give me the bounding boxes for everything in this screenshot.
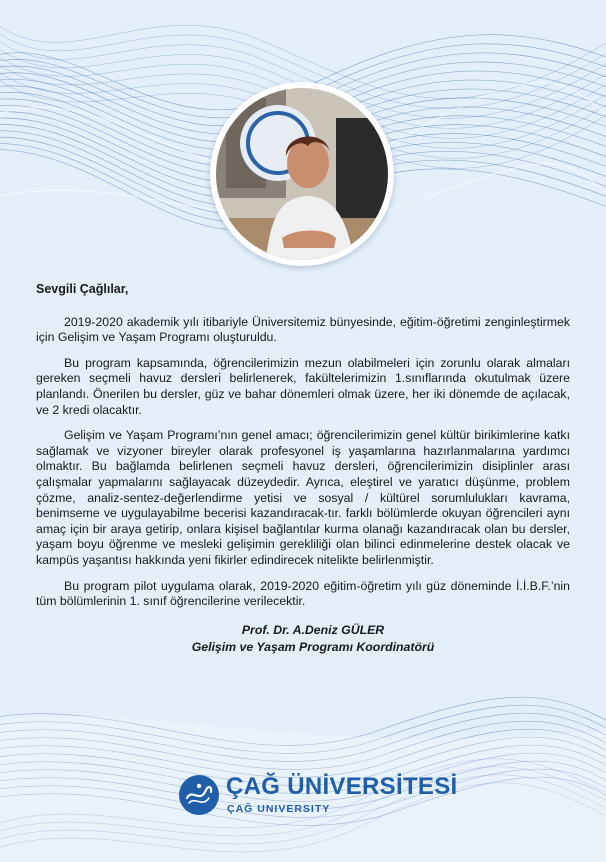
signature-name: Prof. Dr. A.Deniz GÜLER bbox=[241, 622, 385, 637]
university-logo bbox=[178, 772, 458, 830]
paragraph-4: Bu program pilot uygulama olarak, 2019-2020 eğitim-öğretim yılı güz döneminde İ.İ.B.F.’nin tüm bölümlerinin 1. sınıf öğrencilerine verilecektir. bbox=[36, 578, 570, 609]
signature-title: Gelişim ve Yaşam Programı Koordinatörü bbox=[191, 639, 435, 654]
signature-block bbox=[36, 622, 570, 656]
university-name: ÇAĞ ÜNİVERSİTESİ bbox=[226, 773, 458, 800]
portrait-frame bbox=[210, 82, 394, 266]
paragraph-1: 2019-2020 akademik yılı itibariyle Üniversitemiz bünyesinde, eğitim-öğretimi zenginleştirmek için Gelişim ve Yaşam Programı oluşturuldu. bbox=[36, 314, 570, 345]
paragraph-3: Gelişim ve Yaşam Programı’nın genel amacı; öğrencilerimizin genel kültür birikimlerine katkı sağlamak ve vizyoner bireyler olarak profesyonel iş yaşamlarına hazırlanmalarına yardımcı olmaktır. Bu bağlamda belirlenen seçmeli havuz dersleri, öğrencilerimizin disiplinler arası çalışmalar yapmalarını sağlayacak düzeydedir. Ayrıca, eleştirel ve yaratıcı düşünme, problem çözme, analiz-sentez-değerlendirme yetisi ve sosyal / kültürel sorumlulukları kavrama, benimseme ve uygulayabilme becerisi kazandıracak-tır. farklı bölümlerde okuyan öğrencileri aynı amaç için bir araya getirip, onlara kişisel bağlantılar kurma olanağı kazandıracak olan bu dersler, yaşam boyu öğrenme ve mesleki gelişimin gerekliliği olan bilinci edinmelerine destek olacak ve kampüs yaşantısı hakkında yeni fikirler edindirecek nitelikte belirlenmiştir. bbox=[36, 428, 570, 567]
cag-university-emblem-icon bbox=[178, 774, 220, 816]
university-name-english: ÇAĞ UNIVERSITY bbox=[227, 803, 331, 815]
paragraph-2: Bu program kapsamında, öğrencilerimizin mezun olabilmeleri için zorunlu olarak almaları gereken seçmeli havuz dersleri belirlenerek, fakültelerimizin 1.sınıflarında okutulmak üzere planlandı. Önerilen bu dersler, güz ve bahar dönemleri olmak üzere, her iki dönemde de açılacak, ve 2 kredi olacaktır. bbox=[36, 355, 570, 417]
letter-body bbox=[36, 282, 570, 656]
salutation: Sevgili Çağlılar, bbox=[36, 282, 129, 296]
coordinator-photo bbox=[216, 88, 388, 260]
